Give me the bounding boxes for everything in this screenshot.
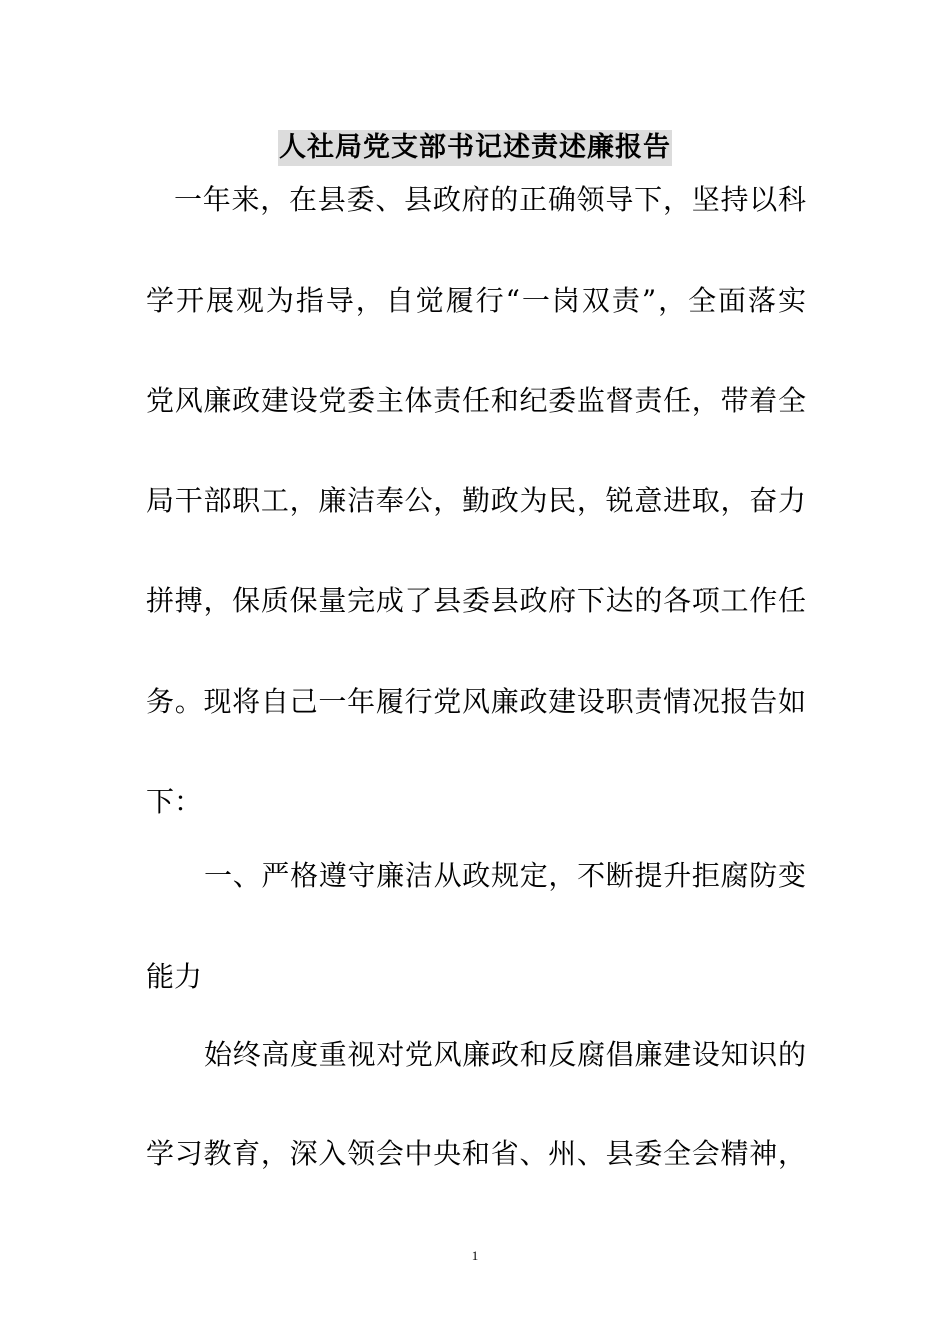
page-number: 1: [471, 1248, 479, 1263]
body-line: 下：: [146, 785, 203, 818]
body-line: 一年来，在县委、县政府的正确领导下，坚持以科: [174, 183, 806, 216]
body-line: 局干部职工，廉洁奉公，勤政为民，锐意进取，奋力: [146, 484, 806, 517]
body-line: 学习教育，深入领会中央和省、州、县委全会精神，: [146, 1137, 806, 1170]
document-title: 人社局党支部书记述责述廉报告: [278, 130, 672, 166]
body-line: 党风廉政建设党委主体责任和纪委监督责任，带着全: [146, 384, 806, 417]
body-line: 始终高度重视对党风廉政和反腐倡廉建设知识的: [204, 1038, 806, 1071]
section-heading-line: 一、严格遵守廉洁从政规定，不断提升拒腐防变: [204, 859, 806, 892]
section-heading-line: 能力: [146, 960, 203, 993]
body-line: 务。现将自己一年履行党风廉政建设职责情况报告如: [146, 685, 806, 718]
title-container: [0, 130, 950, 166]
body-line: 学开展观为指导，自觉履行“一岗双责”，全面落实: [146, 284, 806, 317]
body-line: 拼搏，保质保量完成了县委县政府下达的各项工作任: [146, 584, 806, 617]
